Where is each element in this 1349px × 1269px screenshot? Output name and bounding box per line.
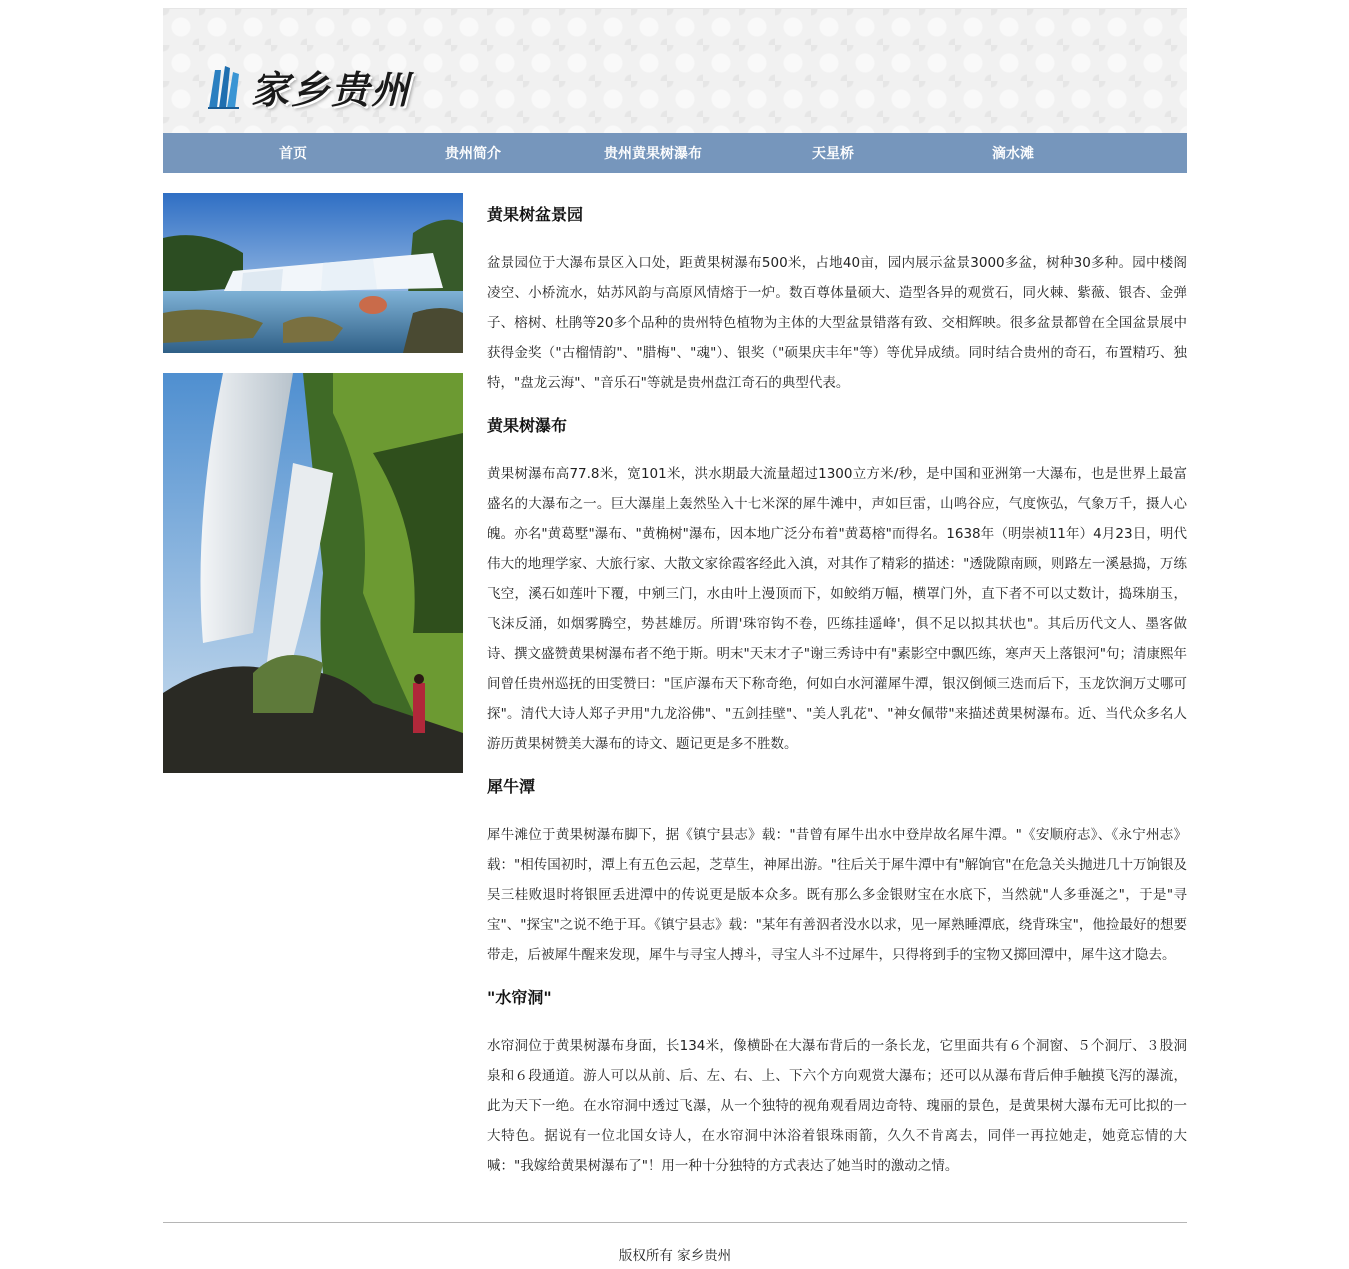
site-logo-text: 家乡贵州 <box>251 67 412 112</box>
footer-divider <box>163 1222 1187 1223</box>
nav-item-guizhou-intro[interactable]: 贵州简介 <box>445 146 501 162</box>
nav-item-dishui-beach[interactable]: 滴水滩 <box>992 146 1034 162</box>
page-container <box>163 8 1187 1223</box>
main-nav <box>163 133 1187 173</box>
nav-item-huangguoshu-waterfall[interactable]: 贵州黄果树瀑布 <box>604 146 702 162</box>
section-text-bonsai-garden: 盆景园位于大瀑布景区入口处，距黄果树瀑布500米，占地40亩，园内展示盆景3000多盆，树种30多种。园中楼阁凌空、小桥流水，姑苏风韵与高原风情熔于一炉。数百尊体量硕大、造型各异的观赏石，同火棘、紫薇、银杏、金弹子、榕树、杜鹃等20多个品种的贵州特色植物为主体的大型盆景错落有致、交相辉映。很多盆景都曾在全国盆景展中获得金奖（"古榴情韵"、"腊梅"、"魂"）、银奖（"硕果庆丰年"等）等优异成绩。同时结合贵州的奇石，布置精巧、独特，"盘龙云海"、"音乐石"等就是贵州盘江奇石的典型代表。 <box>487 255 1187 391</box>
footer-copyright: 版权所有 家乡贵州 <box>618 1248 732 1264</box>
section-text-huangguoshu-waterfall: 黄果树瀑布高77.8米，宽101米，洪水期最大流量超过1300立方米/秒，是中国和亚洲第一大瀑布，也是世界上最富盛名的大瀑布之一。巨大瀑崖上轰然坠入十七米深的犀牛滩中，声如巨雷，山鸣谷应，气度恢弘，气象万千，摄人心魄。亦名"黄葛墅"瀑布、"黄桷树"瀑布，因本地广泛分布着"黄葛榕"而得名。1638年（明崇祯11年）4月23日，明代伟大的地理学家、大旅行家、大散文家徐霞客经此入滇，对其作了精彩的描述："透陇隙南顾，则路左一溪悬捣，万练飞空，溪石如莲叶下覆，中剜三门，水由叶上漫顶而下，如鲛绡万幅，横罩门外，直下者不可以丈数计，捣珠崩玉，飞沫反涌，如烟雾腾空，势甚雄厉。所谓'珠帘钩不卷，匹练挂遥峰'，俱不足以拟其状也"。其后历代文人、墨客做诗、撰文盛赞黄果树瀑布者不绝于斯。明末"天末才子"谢三秀诗中有"素影空中飘匹练，寒声天上落银河"句；清康熙年间曾任贵州巡抚的田雯赞曰："匡庐瀑布天下称奇绝，何如白水河灌犀牛潭，银汉倒倾三迭而后下，玉龙饮涧万丈哪可探"。清代大诗人郑子尹用"九龙浴佛"、"五剑挂壁"、"美人乳花"、"神女佩带"来描述黄果树瀑布。近、当代众多名人游历黄果树赞美大瀑布的诗文、题记更是多不胜数。 <box>487 466 1187 752</box>
article <box>487 193 1187 1181</box>
section-title-bonsai-garden: 黄果树盆景园 <box>487 205 584 224</box>
waterfall-logo-icon <box>205 64 241 110</box>
section-title-huangguoshu-waterfall: 黄果树瀑布 <box>487 416 568 435</box>
main-content <box>163 193 1187 1223</box>
waterfall-wide-photo <box>163 193 463 353</box>
nav-item-home[interactable]: 首页 <box>279 146 307 162</box>
waterfall-cliff-photo <box>163 373 463 773</box>
section-text-rhino-pool: 犀牛滩位于黄果树瀑布脚下，据《镇宁县志》载："昔曾有犀牛出水中登岸故名犀牛潭。"《安顺府志》、《永宁州志》载："相传国初时，潭上有五色云起，芝草生，神犀出游。"往后关于犀牛潭中有"解饷官"在危急关头抛进几十万饷银及吴三桂败退时将银匣丢进潭中的传说更是版本众多。既有那么多金银财宝在水底下，当然就"人多垂涎之"，于是"寻宝"、"探宝"之说不绝于耳。《镇宁县志》载："某年有善泅者没水以求，见一犀熟睡潭底，绕背珠宝"，他捡最好的想要带走，后被犀牛醒来发现，犀牛与寻宝人搏斗，寻宝人斗不过犀牛，只得将到手的宝物又掷回潭中，犀牛这才隐去。 <box>487 827 1187 963</box>
section-text-water-curtain-cave: 水帘洞位于黄果树瀑布身面，长134米，像横卧在大瀑布背后的一条长龙，它里面共有６个洞窗、５个洞厅、３股洞泉和６段通道。游人可以从前、后、左、右、上、下六个方向观赏大瀑布；还可以从瀑布背后伸手触摸飞泻的瀑流，此为天下一绝。在水帘洞中透过飞瀑，从一个独特的视角观看周边奇特、瑰丽的景色，是黄果树大瀑布无可比拟的一大特色。据说有一位北国女诗人，在水帘洞中沐浴着银珠雨箭，久久不肯离去，同伴一再拉她走，她竟忘情的大喊："我嫁给黄果树瀑布了"！用一种十分独特的方式表达了她当时的激动之情。 <box>487 1038 1187 1174</box>
section-title-water-curtain-cave: "水帘洞" <box>487 988 552 1007</box>
nav-item-tianxing-bridge[interactable]: 天星桥 <box>812 146 854 162</box>
site-header <box>163 8 1187 133</box>
site-logo[interactable] <box>205 59 411 114</box>
section-title-rhino-pool: 犀牛潭 <box>487 777 536 796</box>
